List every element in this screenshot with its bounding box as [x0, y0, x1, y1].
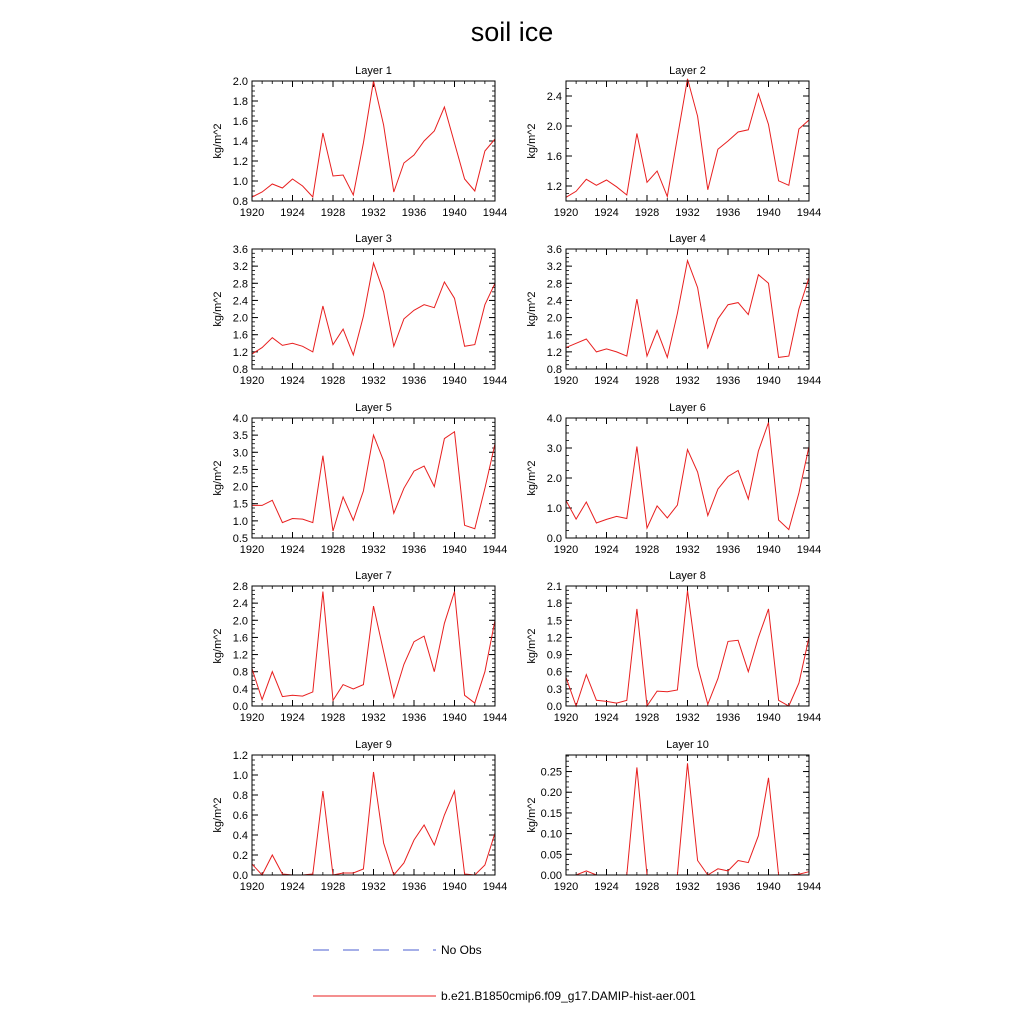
x-tick-label: 1940: [442, 881, 467, 893]
y-tick-label: 2.8: [232, 581, 248, 593]
panel-layer-5: [212, 402, 507, 556]
panel-title: Layer 2: [669, 65, 706, 77]
panel-layer-8: [526, 570, 821, 724]
y-tick-label: 2.5: [232, 464, 248, 477]
x-tick-label: 1936: [715, 375, 741, 387]
y-tick-label: 0.8: [232, 364, 248, 376]
series-line-layer-8: [566, 591, 809, 706]
y-tick-label: 2.8: [546, 278, 562, 291]
y-tick-label: 0.6: [232, 810, 248, 822]
y-tick-label: 0.05: [540, 849, 562, 862]
x-tick-label: 1936: [715, 712, 741, 724]
y-tick-label: 4.0: [232, 413, 248, 425]
panel-layer-1: [212, 65, 507, 219]
y-tick-label: 3.0: [232, 447, 248, 460]
legend-entry-model: [313, 989, 696, 1003]
series-line-layer-1: [252, 81, 495, 197]
x-tick-label: 1944: [796, 712, 822, 724]
y-tick-label: 0.6: [546, 666, 562, 679]
y-tick-label: 1.6: [232, 329, 248, 342]
panel-layer-4: [526, 233, 821, 387]
x-tick-label: 1936: [401, 375, 427, 387]
panel-title: Layer 9: [355, 739, 392, 751]
y-tick-label: 0.8: [232, 196, 248, 208]
panel-title: Layer 7: [355, 570, 392, 582]
y-tick-label: 0.25: [540, 766, 562, 779]
legend-label: b.e21.B1850cmip6.f09_g17.DAMIP-hist-aer.001: [441, 989, 696, 1003]
y-axis-label: kg/m^2: [526, 628, 538, 664]
x-tick-label: 1940: [442, 712, 467, 724]
y-tick-label: 2.4: [232, 295, 248, 308]
x-tick-label: 1924: [280, 712, 305, 724]
x-tick-label: 1920: [239, 712, 265, 724]
panel-title: Layer 1: [355, 65, 392, 77]
x-tick-label: 1924: [280, 207, 305, 219]
x-tick-label: 1932: [675, 712, 700, 724]
panel-title: Layer 3: [355, 233, 392, 245]
x-tick-label: 1944: [482, 207, 508, 219]
x-tick-label: 1924: [280, 881, 305, 893]
x-tick-label: 1932: [361, 712, 386, 724]
x-tick-label: 1940: [756, 712, 781, 724]
y-tick-label: 1.8: [546, 598, 562, 611]
y-tick-label: 1.4: [232, 136, 248, 148]
page-title: soil ice: [470, 17, 554, 47]
x-tick-label: 1920: [239, 375, 265, 387]
x-tick-label: 1936: [401, 207, 427, 219]
x-tick-label: 1920: [239, 207, 265, 219]
x-tick-label: 1940: [756, 375, 781, 387]
y-axis-label: kg/m^2: [526, 460, 538, 496]
x-tick-label: 1920: [553, 544, 579, 556]
y-tick-label: 1.0: [232, 176, 248, 188]
y-axis-label: kg/m^2: [212, 460, 224, 496]
x-tick-label: 1924: [594, 544, 619, 556]
plot-frame: [252, 249, 495, 369]
x-tick-label: 1936: [715, 207, 741, 219]
y-tick-label: 0.8: [232, 790, 248, 802]
x-tick-label: 1928: [320, 712, 346, 724]
y-tick-label: 4.0: [546, 413, 562, 425]
y-tick-label: 2.4: [232, 598, 248, 611]
y-tick-label: 1.6: [232, 116, 248, 128]
y-tick-label: 2.0: [232, 481, 248, 494]
y-tick-label: 0.5: [232, 533, 248, 545]
y-tick-label: 1.2: [232, 750, 248, 762]
x-tick-label: 1944: [482, 544, 508, 556]
y-tick-label: 2.0: [546, 312, 562, 325]
y-tick-label: 1.6: [546, 329, 562, 342]
legend-entry-no-obs: [313, 943, 482, 957]
series-line-layer-4: [566, 261, 809, 358]
y-tick-label: 1.0: [232, 515, 248, 528]
plot-frame: [566, 418, 809, 538]
y-tick-label: 2.0: [232, 615, 248, 628]
panel-layer-2: [526, 65, 821, 219]
y-tick-label: 3.2: [232, 261, 248, 274]
series-line-layer-5: [252, 432, 495, 531]
panel-title: Layer 10: [666, 739, 709, 751]
x-tick-label: 1928: [634, 375, 660, 387]
panel-layer-3: [212, 233, 507, 387]
x-tick-label: 1924: [280, 544, 305, 556]
x-tick-label: 1932: [675, 207, 700, 219]
y-axis-label: kg/m^2: [526, 291, 538, 327]
y-tick-label: 0.15: [540, 807, 562, 820]
y-tick-label: 1.0: [546, 503, 562, 515]
y-tick-label: 2.0: [232, 76, 248, 88]
x-tick-label: 1928: [320, 544, 346, 556]
y-tick-label: 0.0: [546, 701, 562, 713]
y-tick-label: 1.6: [232, 632, 248, 645]
panel-layer-6: [526, 402, 821, 556]
y-tick-label: 3.0: [546, 443, 562, 455]
y-tick-label: 3.6: [546, 244, 562, 256]
x-tick-label: 1944: [796, 881, 822, 893]
y-tick-label: 2.0: [232, 312, 248, 325]
panel-layer-9: [212, 739, 507, 893]
y-tick-label: 0.0: [232, 870, 248, 882]
x-tick-label: 1936: [715, 881, 741, 893]
x-tick-label: 1920: [553, 881, 579, 893]
y-axis-label: kg/m^2: [526, 797, 538, 833]
x-tick-label: 1920: [553, 712, 579, 724]
x-tick-label: 1928: [320, 375, 346, 387]
x-tick-label: 1940: [756, 881, 781, 893]
y-tick-label: 3.5: [232, 430, 248, 443]
y-tick-label: 1.5: [546, 615, 562, 628]
x-tick-label: 1920: [239, 881, 265, 893]
series-line-layer-9: [252, 772, 495, 875]
panel-title: Layer 8: [669, 570, 706, 582]
y-axis-label: kg/m^2: [526, 123, 538, 159]
y-tick-label: 2.0: [546, 121, 562, 133]
y-tick-label: 1.2: [232, 156, 248, 168]
y-tick-label: 0.20: [540, 787, 562, 800]
panel-title: Layer 5: [355, 402, 392, 414]
y-tick-label: 0.9: [546, 649, 562, 662]
x-tick-label: 1924: [594, 712, 619, 724]
y-tick-label: 1.2: [546, 181, 562, 193]
x-tick-label: 1940: [756, 544, 781, 556]
y-tick-label: 0.4: [232, 830, 248, 842]
x-tick-label: 1944: [796, 207, 822, 219]
x-tick-label: 1944: [482, 881, 508, 893]
y-tick-label: 1.2: [546, 346, 562, 359]
x-tick-label: 1940: [442, 375, 467, 387]
x-tick-label: 1932: [675, 375, 700, 387]
x-tick-label: 1944: [482, 712, 508, 724]
x-tick-label: 1944: [796, 375, 822, 387]
y-tick-label: 0.00: [540, 870, 562, 882]
y-axis-label: kg/m^2: [212, 628, 224, 664]
series-line-layer-3: [252, 263, 495, 355]
y-tick-label: 1.0: [232, 770, 248, 782]
y-tick-label: 0.0: [546, 533, 562, 545]
x-tick-label: 1928: [320, 881, 346, 893]
y-tick-label: 1.8: [232, 96, 248, 108]
x-tick-label: 1944: [796, 544, 822, 556]
x-tick-label: 1932: [675, 544, 700, 556]
y-tick-label: 0.2: [232, 850, 248, 862]
y-tick-label: 2.0: [546, 473, 562, 485]
plot-frame: [252, 586, 495, 706]
y-tick-label: 0.10: [540, 828, 562, 841]
y-tick-label: 1.2: [232, 649, 248, 662]
y-axis-label: kg/m^2: [212, 291, 224, 327]
y-tick-label: 1.2: [232, 346, 248, 359]
x-tick-label: 1928: [634, 544, 660, 556]
y-axis-label: kg/m^2: [212, 123, 224, 159]
x-tick-label: 1924: [594, 207, 619, 219]
x-tick-label: 1936: [715, 544, 741, 556]
series-line-layer-6: [566, 423, 809, 530]
x-tick-label: 1936: [401, 544, 427, 556]
panel-layer-10: [526, 739, 821, 893]
panel-title: Layer 6: [669, 402, 706, 414]
legend: [313, 943, 696, 1003]
panel-title: Layer 4: [669, 233, 706, 245]
x-tick-label: 1924: [594, 881, 619, 893]
series-line-layer-7: [252, 592, 495, 703]
x-tick-label: 1936: [401, 712, 427, 724]
plot-frame: [566, 81, 809, 201]
y-tick-label: 3.2: [546, 261, 562, 274]
y-tick-label: 0.0: [232, 701, 248, 713]
x-tick-label: 1928: [634, 207, 660, 219]
y-tick-label: 0.8: [232, 666, 248, 679]
series-line-layer-2: [566, 79, 809, 198]
y-tick-label: 1.2: [546, 632, 562, 645]
x-tick-label: 1936: [401, 881, 427, 893]
x-tick-label: 1928: [634, 712, 660, 724]
x-tick-label: 1940: [442, 207, 467, 219]
plot-frame: [566, 249, 809, 369]
y-tick-label: 1.5: [232, 498, 248, 511]
y-tick-label: 3.6: [232, 244, 248, 256]
y-tick-label: 1.6: [546, 151, 562, 163]
x-tick-label: 1940: [442, 544, 467, 556]
x-tick-label: 1940: [756, 207, 781, 219]
y-tick-label: 0.8: [546, 364, 562, 376]
x-tick-label: 1924: [594, 375, 619, 387]
x-tick-label: 1932: [675, 881, 700, 893]
x-tick-label: 1928: [320, 207, 346, 219]
legend-label: No Obs: [441, 943, 482, 957]
series-line-layer-10: [566, 763, 809, 875]
panel-layer-7: [212, 570, 507, 724]
y-tick-label: 2.4: [546, 295, 562, 308]
y-tick-label: 0.3: [546, 683, 562, 696]
y-axis-label: kg/m^2: [212, 797, 224, 833]
y-tick-label: 2.8: [232, 278, 248, 291]
x-tick-label: 1928: [634, 881, 660, 893]
x-tick-label: 1924: [280, 375, 305, 387]
x-tick-label: 1932: [361, 207, 386, 219]
x-tick-label: 1920: [553, 375, 579, 387]
x-tick-label: 1932: [361, 544, 386, 556]
y-tick-label: 0.4: [232, 683, 248, 696]
y-tick-label: 2.4: [546, 91, 562, 103]
x-tick-label: 1944: [482, 375, 508, 387]
x-tick-label: 1932: [361, 881, 386, 893]
x-tick-label: 1920: [239, 544, 265, 556]
x-tick-label: 1920: [553, 207, 579, 219]
x-tick-label: 1932: [361, 375, 386, 387]
y-tick-label: 2.1: [546, 581, 562, 593]
